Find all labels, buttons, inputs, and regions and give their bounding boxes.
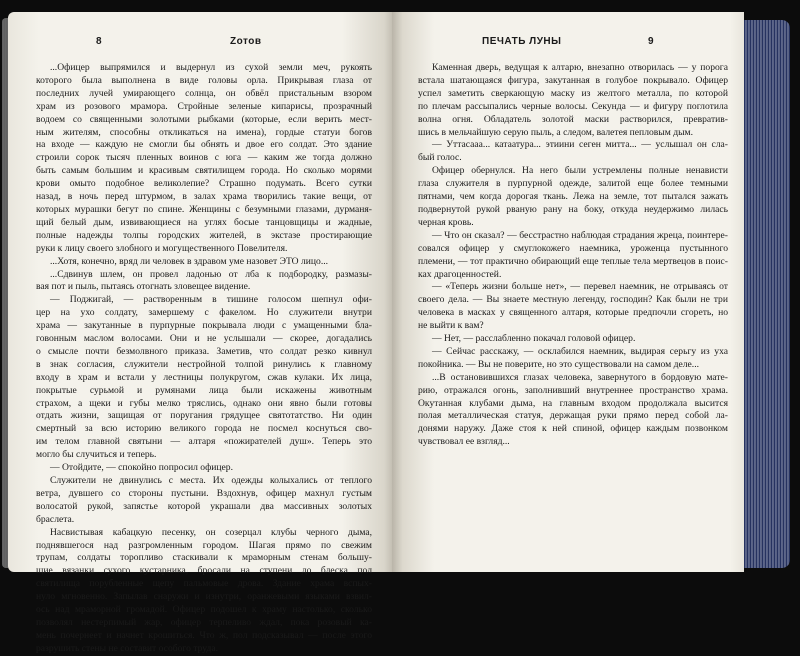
text-line: в знак согласия, служители нестройной толпой ринулись к главному — [36, 358, 372, 370]
text-line: последних лучей умирающего солнца, он обвёл пристальным взором — [36, 87, 372, 99]
text-line: могло бы случиться и теперь. — [36, 449, 157, 461]
text-line: — Поджигай, — растворенным в тишине голосом шепнул офи- — [50, 294, 372, 306]
text-line: храм из розового мрамора. Стройные зеленые кипарисы, прозрачный — [36, 100, 372, 112]
text-line: покойника. — Вы не поверите, но это существовали на самом деле... — [418, 358, 700, 370]
text-line: быть самым большим и красивым святилищем города. Но сколько морями — [36, 165, 372, 177]
text-line: водоем со священными золотыми рыбками (которые, если верить мест- — [36, 113, 372, 125]
text-line: назад, в ночь перед штурмом, в залах храма творились такие вещи, от — [36, 191, 372, 203]
text-line: браслета. — [36, 513, 75, 525]
text-line: ...В остановившихся глазах человека, завернутого в бордовую мате- — [432, 371, 728, 383]
text-line: Служители не двинулись с места. Их одежды колыхались от теплого — [50, 475, 372, 486]
text-line: ным жителям, способны откликаться на имена), гордые статуи богов — [36, 126, 372, 138]
text-line: по плечам рассыпались черные волосы. Секунда — и фигуру поглотила — [418, 100, 728, 112]
left-page-text — [36, 62, 372, 656]
text-line: совался офицер у смуглокожего наемника, уроженца пустынного — [418, 242, 728, 254]
text-line: рию, отражался огонь, заполнивший внутреннее пространство храма. — [418, 384, 728, 396]
text-line: щие вязанки сухого кустарника, бросали на ступени до блеска пол — [36, 565, 372, 577]
text-line: ...Сдвинув шлем, он провел ладонью от лба к подбородку, размазы- — [50, 268, 372, 280]
text-line: донями наружу. Даже стоя к ней спиной, офицер каждым позвонком — [418, 423, 728, 435]
text-line: Каменная дверь, ведущая к алтарю, внезапно отворилась — у порога — [432, 62, 728, 73]
right-page-text — [418, 62, 728, 449]
text-line: пятнами, чем когда дорогая ткань. Лежа на земле, тот пытался зажать — [418, 191, 728, 203]
text-line: Насвистывая кабацкую песенку, он созерцал клубы черного дыма, — [50, 526, 372, 538]
text-line: им телом главной святыни — алтаря «пожирателей душ». Теперь это — [36, 436, 372, 448]
text-line: отдать жизни, защищая от поругания грядущее святотатство. Ни один — [36, 410, 372, 422]
text-line: волна огня. Обладатель золотой маски растворился, превратив- — [418, 113, 728, 125]
text-line: ...Хотя, конечно, вряд ли человек в здравом уме назовет ЭТО лицо... — [50, 255, 329, 267]
text-line: трупам, солдаты торопливо стаскивали к мраморным стенам большу- — [36, 552, 372, 564]
text-line: полая металлическая статуя, держащая руки прямо перед собой ла- — [418, 410, 728, 422]
text-line: успел заметить сверкающую маску из желтого металла, по которой — [418, 87, 728, 99]
running-head-right: ПЕЧАТЬ ЛУНЫ — [482, 36, 562, 47]
text-line: покрытые сурьмой и румянами лица были искажены животным — [36, 384, 372, 396]
text-line: крови омыто подобное великолепие? Страшно подумать. Всего сутки — [36, 178, 372, 190]
running-head-left: Zотов — [230, 36, 262, 47]
text-line: говонным маслом волосами. Они и не услышали — скорее, догадались — [36, 333, 372, 345]
text-line: своего дела. — Вы знаете местную легенду, господин? Как были не три — [418, 294, 728, 306]
text-line: страхом, а щеки и губы мелко тряслись, однако они явно были готовы — [36, 397, 372, 409]
right-page — [392, 12, 744, 572]
text-line: — Уттасааа... катаатура... этиини сеген митта... — услышал он сла- — [432, 139, 728, 151]
text-line: о смысле почти безмолвного приказа. Заметив, что солдат резко кивнул — [36, 345, 372, 357]
text-line: щий белый дым, извивающиеся на углях босые танцовщицы и жадные, — [36, 216, 372, 228]
text-line: входу в храм и встали у лестницы полукругом, сжав кулаки. Их лица, — [36, 371, 372, 383]
text-line: чувствовал ее взгляд... — [418, 436, 510, 448]
text-line: Окутанная клубами дыма, на главным входом продолжала высится — [418, 397, 728, 409]
text-line: позволял нестерпимый жар, офицер терпеливо ждал, пока розовый ка- — [36, 616, 372, 628]
text-line: человека в масках у священного алтаря, которые предпочли сгореть, но — [418, 307, 728, 319]
text-line: — Что он сказал? — бесстрастно наблюдая страдания жреца, поинтере- — [432, 229, 728, 241]
page-number-left: 8 — [96, 36, 103, 47]
text-line: смертный за всю историю великого города не посмел коснуться сво- — [36, 423, 372, 435]
text-line: на входе — каждую не смогли бы обнять и двое его солдат. Это здание — [36, 139, 372, 151]
text-line: ветра, дувшего со стороны пустыни. Вздохнув, офицер махнул густым — [36, 487, 372, 499]
text-line: поднявшегося над разгромленным городом. Шагая прямо по свежим — [36, 539, 372, 551]
text-line: Офицер обернулся. На него были устремлены полные ненависти — [432, 165, 728, 177]
text-line: руки к лицу своего злобного и могущественного Повелителя. — [36, 242, 288, 254]
text-line: полные надежды толпы городских жителей, в экстазе простирающие — [36, 229, 372, 241]
text-line: разрушить стены не составит особого труда. — [36, 642, 219, 654]
text-line: не выйти к вам? — [418, 320, 484, 332]
text-line: подвернутой рукой рваную рану на боку, откуда неудержимо лилась — [418, 203, 728, 215]
text-line: глаза служителя в пурпурной одежде, залитой еще более темными — [418, 178, 728, 190]
text-line: — «Теперь жизни больше нет», — перевел наемник, не отрываясь от — [432, 281, 728, 293]
text-line: — Нет, — расслабленно покачал головой офицер. — [432, 333, 636, 345]
text-line: храма — закутанные в пурпурные покрывала люди с умащенными бла- — [36, 320, 372, 332]
text-line: бый голос. — [418, 152, 462, 164]
text-line: племени, — тот практично обирающий еще теплые тела мертвецов в поис- — [418, 255, 728, 267]
text-line: мень почернеет и начнет крошиться. Что ж, пол подсказывал — после этого — [36, 629, 372, 641]
text-line: вая пот и пыль, пытаясь отогнать зловещее видение. — [36, 281, 251, 293]
text-line: — Сейчас расскажу, — осклабился наемник, выдирая серьгу из уха — [432, 345, 728, 357]
text-line: черная кровь. — [418, 216, 474, 228]
text-line: ...Офицер выпрямился и выдернул из сухой земли меч, рукоять — [50, 62, 372, 73]
text-line: встала шатающаяся фигура, закутанная в голубое покрывало. Офицер — [418, 74, 728, 86]
text-line: шись в мельчайшую серую пыль, а следом, валетея пепловым дым. — [418, 126, 694, 138]
text-line: которых мурашки бегут по спине. Женщины с безумными глазами, дурманя- — [36, 203, 372, 215]
text-line: ках драгоценностей. — [418, 268, 502, 280]
text-line: нуло мгновенно. Запылав снаружи и изнутри, оранжевыми языками взвил- — [36, 591, 372, 603]
page-edges-right — [744, 20, 790, 568]
text-line: ось над мраморной громадой. Офицер подошел к храму настолько, сколько — [36, 604, 372, 616]
left-page — [8, 12, 396, 654]
text-line: которого была выполнена в виде головы орла. Прикрывая глаза от — [36, 74, 372, 86]
text-line: строили сорок тысяч пленных воинов с юга — каким же тогда должно — [36, 152, 372, 164]
page-number-right: 9 — [648, 36, 655, 47]
text-line: святилища порубленные щепу пальмовые дрова. Здание храма вспых- — [36, 578, 372, 590]
text-line: цер на ухо солдату, замершему с факелом. Но служители внутри — [36, 307, 372, 319]
text-line: — Отойдите, — спокойно попросил офицер. — [50, 462, 234, 474]
text-line: волосатой рукой, запястье которой украшали два массивных золотых — [36, 500, 372, 512]
